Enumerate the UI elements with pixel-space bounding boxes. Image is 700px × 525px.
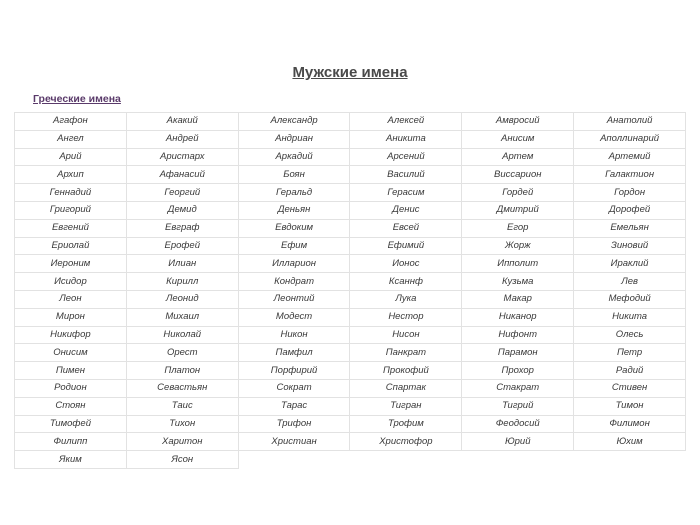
name-cell: Михаил	[126, 308, 238, 326]
name-cell: Севастьян	[126, 379, 238, 397]
table-row	[15, 397, 686, 415]
name-cell: Емельян	[574, 219, 686, 237]
name-cell: Лука	[350, 290, 462, 308]
name-cell: Никон	[238, 326, 350, 344]
name-cell: Дорофей	[574, 201, 686, 219]
name-cell: Нифонт	[462, 326, 574, 344]
name-cell: Агафон	[15, 113, 127, 131]
name-cell: Ефимий	[350, 237, 462, 255]
name-cell: Аникита	[350, 130, 462, 148]
table-row	[15, 362, 686, 380]
name-cell: Акакий	[126, 113, 238, 131]
name-cell: Александр	[238, 113, 350, 131]
table-row	[15, 433, 686, 451]
name-cell: Филипп	[15, 433, 127, 451]
page-title: Мужские имена	[292, 64, 408, 81]
name-cell: Егор	[462, 219, 574, 237]
name-cell: Ерофей	[126, 237, 238, 255]
name-cell: Виссарион	[462, 166, 574, 184]
table-row	[15, 184, 686, 202]
name-cell: Стивен	[574, 379, 686, 397]
table-row	[15, 219, 686, 237]
name-cell: Петр	[574, 344, 686, 362]
name-cell: Стоян	[15, 397, 127, 415]
name-cell: Геральд	[238, 184, 350, 202]
name-cell: Георгий	[126, 184, 238, 202]
name-cell: Кондрат	[238, 273, 350, 291]
name-cell: Арсений	[350, 148, 462, 166]
name-cell: Онисим	[15, 344, 127, 362]
name-cell	[238, 451, 350, 469]
name-cell: Памфил	[238, 344, 350, 362]
table-row	[15, 308, 686, 326]
name-cell: Леонид	[126, 290, 238, 308]
name-cell: Тимон	[574, 397, 686, 415]
names-table	[14, 112, 686, 469]
name-cell: Платон	[126, 362, 238, 380]
name-cell: Нестор	[350, 308, 462, 326]
name-cell: Макар	[462, 290, 574, 308]
name-cell: Андриан	[238, 130, 350, 148]
name-cell	[574, 451, 686, 469]
name-cell: Евсей	[350, 219, 462, 237]
name-cell: Ионос	[350, 255, 462, 273]
name-cell: Никита	[574, 308, 686, 326]
name-cell: Архип	[15, 166, 127, 184]
name-cell: Прокофий	[350, 362, 462, 380]
name-cell: Галактион	[574, 166, 686, 184]
table-row	[15, 451, 686, 469]
name-cell: Никифор	[15, 326, 127, 344]
name-cell: Аполлинарий	[574, 130, 686, 148]
table-row	[15, 113, 686, 131]
name-cell: Демид	[126, 201, 238, 219]
name-cell: Герасим	[350, 184, 462, 202]
name-cell: Кузьма	[462, 273, 574, 291]
name-cell: Гордей	[462, 184, 574, 202]
name-cell: Ипполит	[462, 255, 574, 273]
name-cell: Алексей	[350, 113, 462, 131]
name-cell: Дмитрий	[462, 201, 574, 219]
name-cell: Ираклий	[574, 255, 686, 273]
name-cell: Трифон	[238, 415, 350, 433]
section-title: Греческие имена	[33, 93, 121, 105]
name-cell: Юхим	[574, 433, 686, 451]
name-cell: Порфирий	[238, 362, 350, 380]
name-cell: Лев	[574, 273, 686, 291]
name-cell: Кирилл	[126, 273, 238, 291]
name-cell: Юрий	[462, 433, 574, 451]
name-cell: Христиан	[238, 433, 350, 451]
name-cell: Ангел	[15, 130, 127, 148]
table-row	[15, 166, 686, 184]
name-cell: Парамон	[462, 344, 574, 362]
table-row	[15, 130, 686, 148]
name-cell: Денис	[350, 201, 462, 219]
name-cell: Николай	[126, 326, 238, 344]
table-row	[15, 326, 686, 344]
name-cell: Мефодий	[574, 290, 686, 308]
name-cell: Никанор	[462, 308, 574, 326]
name-cell: Евдоким	[238, 219, 350, 237]
name-cell: Артемий	[574, 148, 686, 166]
name-cell: Яким	[15, 451, 127, 469]
name-cell: Андрей	[126, 130, 238, 148]
name-cell: Феодосий	[462, 415, 574, 433]
table-row	[15, 201, 686, 219]
name-cell: Евгений	[15, 219, 127, 237]
name-cell: Артем	[462, 148, 574, 166]
name-cell: Анатолий	[574, 113, 686, 131]
name-cell: Радий	[574, 362, 686, 380]
name-cell: Леонтий	[238, 290, 350, 308]
name-cell: Ериолай	[15, 237, 127, 255]
name-cell: Жорж	[462, 237, 574, 255]
name-cell: Анисим	[462, 130, 574, 148]
name-cell: Ясон	[126, 451, 238, 469]
table-row	[15, 415, 686, 433]
name-cell: Геннадий	[15, 184, 127, 202]
name-cell: Тихон	[126, 415, 238, 433]
table-row	[15, 148, 686, 166]
name-cell: Василий	[350, 166, 462, 184]
name-cell: Илиан	[126, 255, 238, 273]
name-cell: Прохор	[462, 362, 574, 380]
name-cell: Спартак	[350, 379, 462, 397]
name-cell: Тигран	[350, 397, 462, 415]
name-cell: Харитон	[126, 433, 238, 451]
name-cell: Мирон	[15, 308, 127, 326]
table-row	[15, 255, 686, 273]
name-cell: Ефим	[238, 237, 350, 255]
name-cell: Аркадий	[238, 148, 350, 166]
name-cell: Леон	[15, 290, 127, 308]
name-cell: Тимофей	[15, 415, 127, 433]
table-row	[15, 237, 686, 255]
name-cell: Евграф	[126, 219, 238, 237]
name-cell	[350, 451, 462, 469]
name-cell: Пимен	[15, 362, 127, 380]
name-cell: Боян	[238, 166, 350, 184]
name-cell: Аристарх	[126, 148, 238, 166]
name-cell: Модест	[238, 308, 350, 326]
name-cell: Исидор	[15, 273, 127, 291]
name-cell: Нисон	[350, 326, 462, 344]
table-row	[15, 290, 686, 308]
name-cell: Григорий	[15, 201, 127, 219]
name-cell: Зиновий	[574, 237, 686, 255]
names-table-body	[15, 113, 686, 469]
name-cell: Гордон	[574, 184, 686, 202]
name-cell: Сократ	[238, 379, 350, 397]
name-cell: Арий	[15, 148, 127, 166]
name-cell: Стакрат	[462, 379, 574, 397]
name-cell: Трофим	[350, 415, 462, 433]
name-cell: Амвросий	[462, 113, 574, 131]
name-cell: Афанасий	[126, 166, 238, 184]
name-cell: Илларион	[238, 255, 350, 273]
name-cell: Иероним	[15, 255, 127, 273]
name-cell: Филимон	[574, 415, 686, 433]
table-row	[15, 344, 686, 362]
table-row	[15, 379, 686, 397]
name-cell: Родион	[15, 379, 127, 397]
name-cell: Тигрий	[462, 397, 574, 415]
name-cell: Панкрат	[350, 344, 462, 362]
name-cell: Деньян	[238, 201, 350, 219]
name-cell	[462, 451, 574, 469]
name-cell: Орест	[126, 344, 238, 362]
name-cell: Тарас	[238, 397, 350, 415]
name-cell: Олесь	[574, 326, 686, 344]
name-cell: Христофор	[350, 433, 462, 451]
table-row	[15, 273, 686, 291]
name-cell: Ксаннф	[350, 273, 462, 291]
name-cell: Таис	[126, 397, 238, 415]
